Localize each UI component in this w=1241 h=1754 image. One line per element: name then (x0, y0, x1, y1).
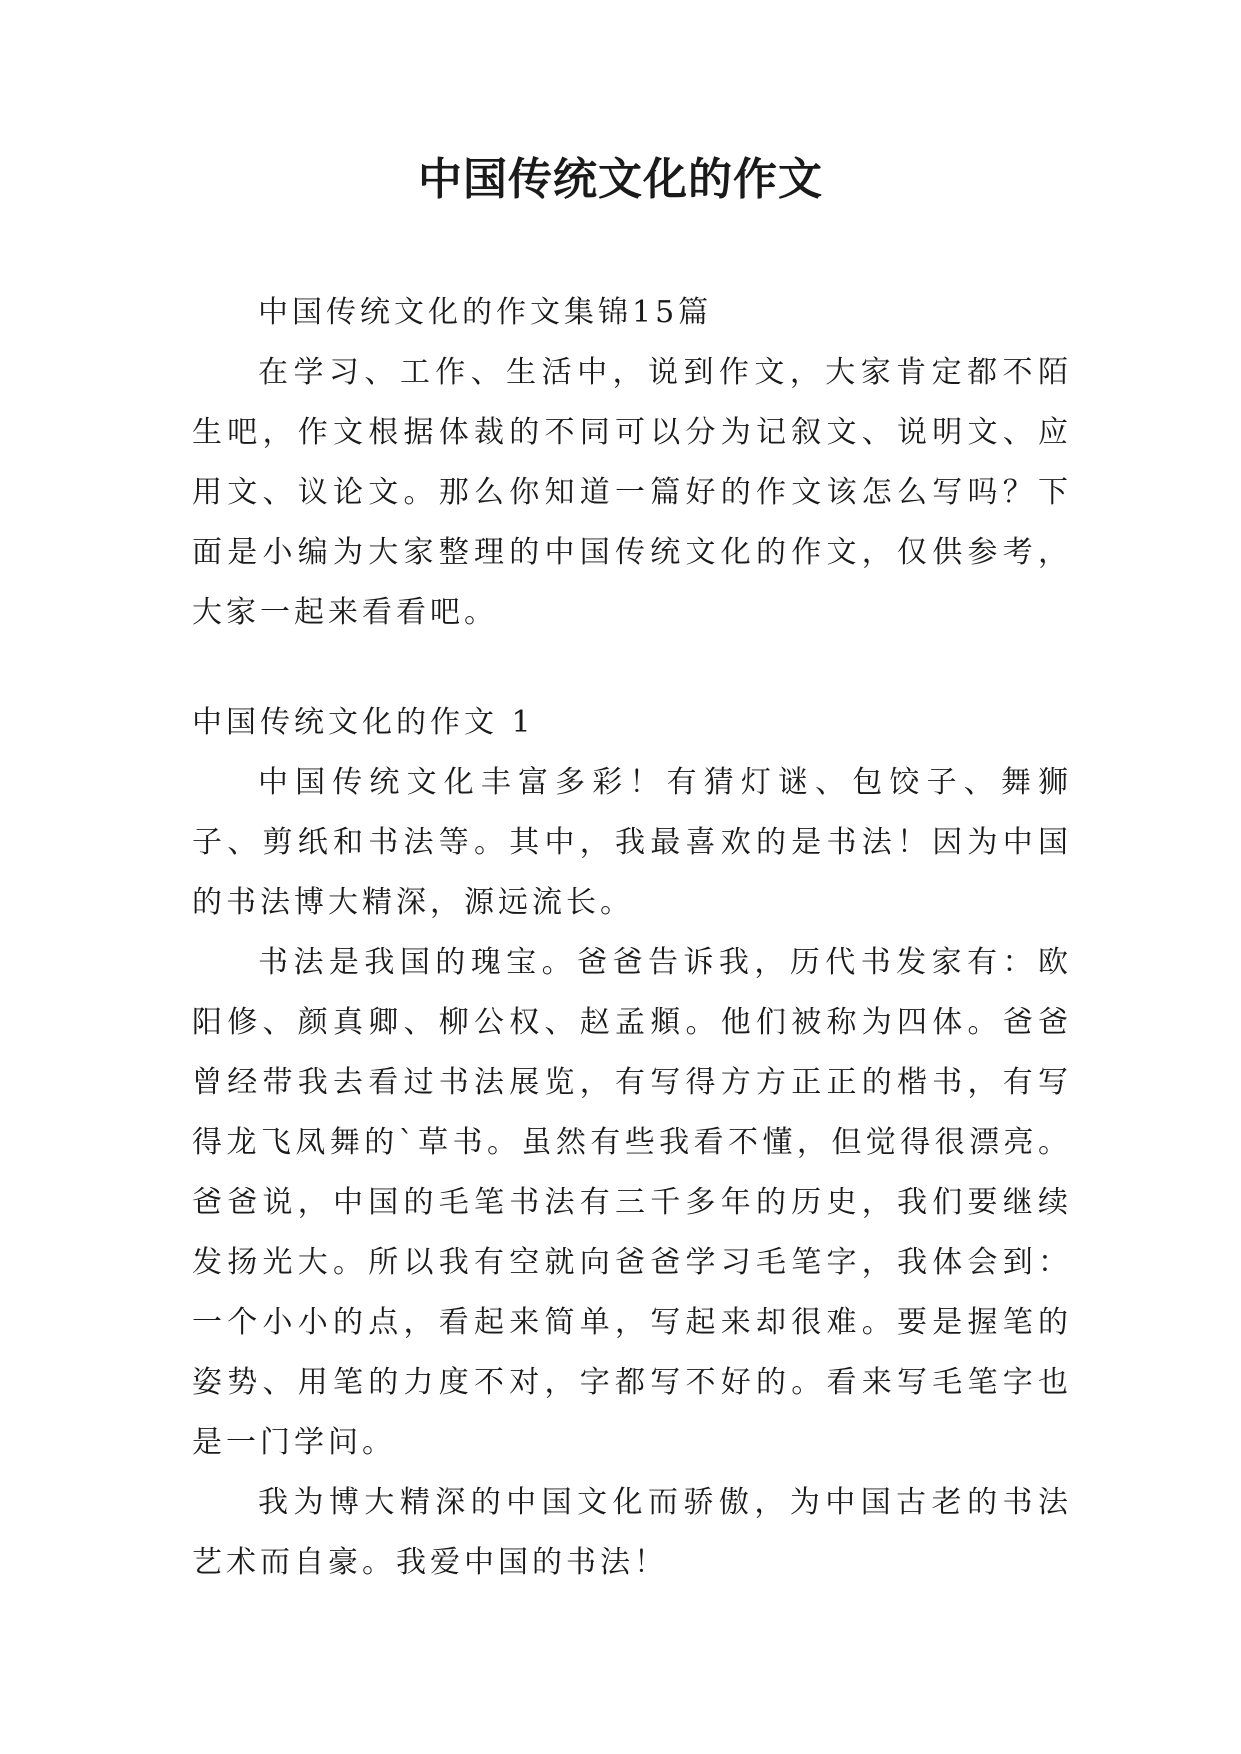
section-paragraph: 中国传统文化丰富多彩！有猜灯谜、包饺子、舞狮子、剪纸和书法等。其中，我最喜欢的是书法！因为中国的书法博大精深，源远流长。 (192, 765, 1072, 920)
section-body (192, 753, 1072, 1593)
document-title: 中国传统文化的作文 (418, 154, 823, 205)
subtitle-text: 中国传统文化的作文集锦15篇 (258, 295, 713, 330)
section-heading: 中国传统文化的作文 1 (192, 705, 535, 740)
section-paragraph: 我为博大精深的中国文化而骄傲，为中国古老的书法艺术而自豪。我爱中国的书法！ (192, 1485, 1072, 1580)
intro-block (192, 343, 1072, 643)
intro-paragraph: 在学习、工作、生活中，说到作文，大家肯定都不陌生吧，作文根据体裁的不同可以分为记叙文、说明文、应用文、议论文。那么你知道一篇好的作文该怎么写吗？下面是小编为大家整理的中国传统文化的作文，仅供参考，大家一起来看看吧。 (192, 355, 1072, 630)
section-heading-block (192, 693, 1072, 753)
section-paragraph: 书法是我国的瑰宝。爸爸告诉我，历代书发家有：欧阳修、颜真卿、柳公权、赵孟頫。他们被称为四体。爸爸曾经带我去看过书法展览，有写得方方正正的楷书，有写得龙飞凤舞的`草书。虽然有些我看不懂，但觉得很漂亮。爸爸说，中国的毛笔书法有三千多年的历史，我们要继续发扬光大。所以我有空就向爸爸学习毛笔字，我体会到：一个小小的点，看起来简单，写起来却很难。要是握笔的姿势、用笔的力度不对，字都写不好的。看来写毛笔字也是一门学问。 (192, 945, 1072, 1460)
document-subtitle (192, 283, 1072, 343)
